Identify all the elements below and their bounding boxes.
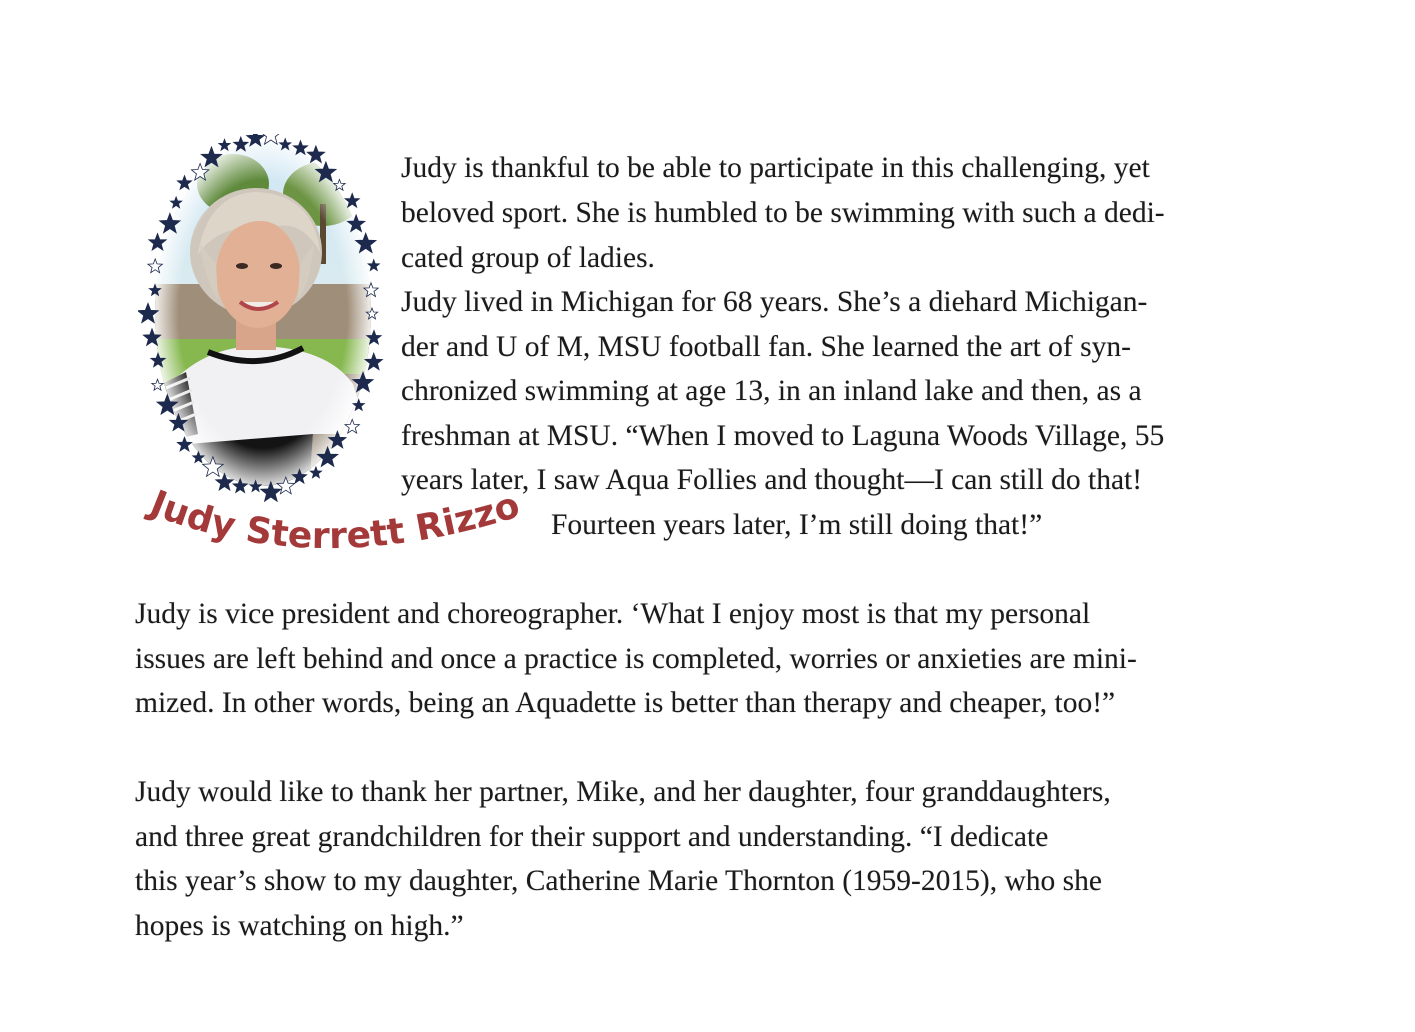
star-icon	[219, 139, 230, 150]
portrait-photo	[138, 134, 388, 506]
intro-line: der and U of M, MSU football fan. She learned the art of syn-	[401, 331, 1131, 363]
thanks-line: Judy would like to thank her partner, Mike, and her daughter, four granddaughters,	[135, 776, 1111, 808]
profile-name: Judy Sterrett Rizzo	[144, 483, 525, 558]
intro-line: freshman at MSU. “When I moved to Laguna Woods Village, 55	[401, 420, 1165, 452]
intro-line: Judy lived in Michigan for 68 years. She’s a diehard Michigan-	[401, 286, 1148, 318]
role-line: Judy is vice president and choreographer. ‘What I enjoy most is that my personal	[135, 598, 1091, 630]
thanks-line: and three great grandchildren for their support and understanding. “I dedicate	[135, 821, 1049, 853]
intro-line: chronized swimming at age 13, in an inland lake and then, as a	[401, 375, 1142, 407]
star-icon	[368, 260, 379, 271]
star-icon	[345, 193, 359, 207]
star-icon	[152, 379, 163, 390]
star-icon	[177, 176, 191, 190]
intro-line: Fourteen years later, I’m still doing that!”	[551, 509, 1043, 541]
thanks-line: hopes is watching on high.”	[135, 910, 464, 942]
thanks-line: this year’s show to my daughter, Catherine Marie Thornton (1959-2015), who she	[135, 865, 1102, 897]
intro-line: beloved sport. She is humbled to be swimming with such a dedi-	[401, 197, 1165, 229]
role-line: mized. In other words, being an Aquadette is better than therapy and cheaper, too!”	[135, 687, 1116, 719]
intro-line: Judy is thankful to be able to participate in this challenging, yet	[401, 152, 1150, 184]
intro-line: years later, I saw Aqua Follies and thought—I can still do that!	[401, 464, 1143, 496]
role-line: issues are left behind and once a practice is completed, worries or anxieties are mini-	[135, 643, 1137, 675]
intro-line: cated group of ladies.	[401, 242, 655, 274]
